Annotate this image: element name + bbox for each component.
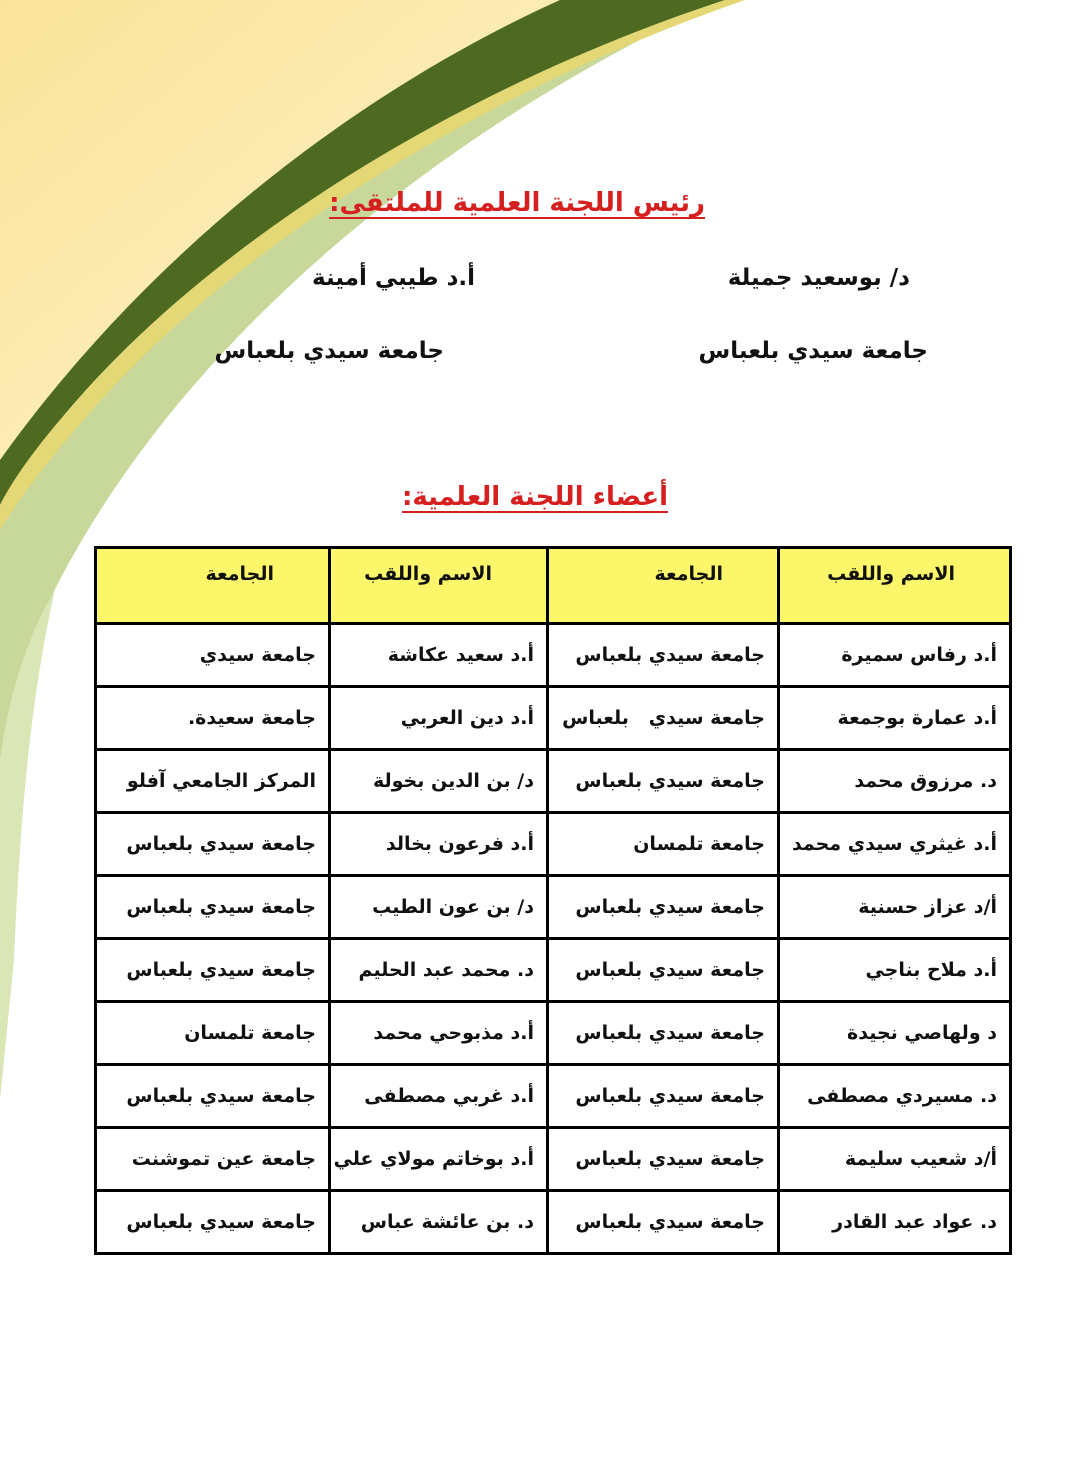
member-university: جامعة سيدي بلعباس — [548, 876, 779, 939]
member-name: د. عواد عبد القادر — [779, 1191, 1011, 1254]
table-row — [96, 750, 1011, 813]
header-name-1: الاسم واللقب — [779, 548, 1011, 624]
member-name: أ.د عمارة بوجمعة — [779, 687, 1011, 750]
member-university: جامعة سيدي بلعباس — [96, 876, 330, 939]
table-row — [96, 939, 1011, 1002]
member-university: جامعة سيدي بلعباس — [548, 939, 779, 1002]
chair-section-title: رئيس اللجنة العلمية للملتقى: — [329, 188, 705, 218]
member-university: جامعة سيدي بلعباس — [96, 813, 330, 876]
table-row — [96, 813, 1011, 876]
members-section-title: أعضاء اللجنة العلمية: — [401, 482, 668, 512]
member-name: أ/د شعيب سليمة — [779, 1128, 1011, 1191]
member-university: المركز الجامعي آفلو — [96, 750, 330, 813]
member-name: أ.د مذبوحي محمد — [330, 1002, 548, 1065]
member-name: أ.د غيثري سيدي محمد — [779, 813, 1011, 876]
member-university: جامعة سيدي بلعباس — [548, 624, 779, 687]
member-name: أ.د فرعون بخالد — [330, 813, 548, 876]
member-name: أ.د غربي مصطفى — [330, 1065, 548, 1128]
member-name: د. مرزوق محمد — [779, 750, 1011, 813]
chair-2-name: أ.د طيبي أمينة — [312, 265, 475, 291]
table-row — [96, 1128, 1011, 1191]
chair-2-university: جامعة سيدي بلعباس — [214, 338, 444, 364]
table-header-row — [96, 548, 1011, 624]
member-university: جامعة سيدي بلعباس — [96, 939, 330, 1002]
member-name: أ.د رفاس سميرة — [779, 624, 1011, 687]
member-name: أ/د عزاز حسنية — [779, 876, 1011, 939]
member-name: د/ بن عون الطيب — [330, 876, 548, 939]
chair-1-university: جامعة سيدي بلعباس — [698, 338, 928, 364]
member-name: أ.د بوخاتم مولاي علي — [330, 1128, 548, 1191]
member-name: د. مسيردي مصطفى — [779, 1065, 1011, 1128]
member-university: جامعة سيدي بلعباس — [548, 750, 779, 813]
table-row — [96, 876, 1011, 939]
member-university: جامعة سيدي — [96, 624, 330, 687]
member-name: د ولهاصي نجيدة — [779, 1002, 1011, 1065]
table-row — [96, 1191, 1011, 1254]
table-row — [96, 624, 1011, 687]
table-row — [96, 1002, 1011, 1065]
member-university: جامعة تلمسان — [548, 813, 779, 876]
member-university: جامعة سيدي بلعباس — [96, 1191, 330, 1254]
member-university: جامعة سيدي بلعباس — [96, 1065, 330, 1128]
member-name: أ.د دين العربي — [330, 687, 548, 750]
member-university: جامعة سيدي بلعباس — [548, 1002, 779, 1065]
member-name: د. بن عائشة عباس — [330, 1191, 548, 1254]
member-name: أ.د ملاح بناجي — [779, 939, 1011, 1002]
header-university-2: الجامعة — [96, 548, 330, 624]
member-university: جامعة سيدي بلعباس — [548, 1191, 779, 1254]
table-row — [96, 687, 1011, 750]
member-university: جامعة سيدي بلعباس — [548, 687, 779, 750]
chair-1-name: د/ بوسعيد جميلة — [727, 265, 910, 291]
table-row — [96, 1065, 1011, 1128]
members-table — [94, 546, 1012, 1255]
member-university: جامعة تلمسان — [96, 1002, 330, 1065]
member-name: أ.د سعيد عكاشة — [330, 624, 548, 687]
header-university-1: الجامعة — [548, 548, 779, 624]
member-university: جامعة سعيدة. — [96, 687, 330, 750]
member-university: جامعة سيدي بلعباس — [548, 1065, 779, 1128]
header-name-2: الاسم واللقب — [330, 548, 548, 624]
member-name: د/ بن الدين بخولة — [330, 750, 548, 813]
member-name: د. محمد عبد الحليم — [330, 939, 548, 1002]
member-university: جامعة سيدي بلعباس — [548, 1128, 779, 1191]
member-university: جامعة عين تموشنت — [96, 1128, 330, 1191]
